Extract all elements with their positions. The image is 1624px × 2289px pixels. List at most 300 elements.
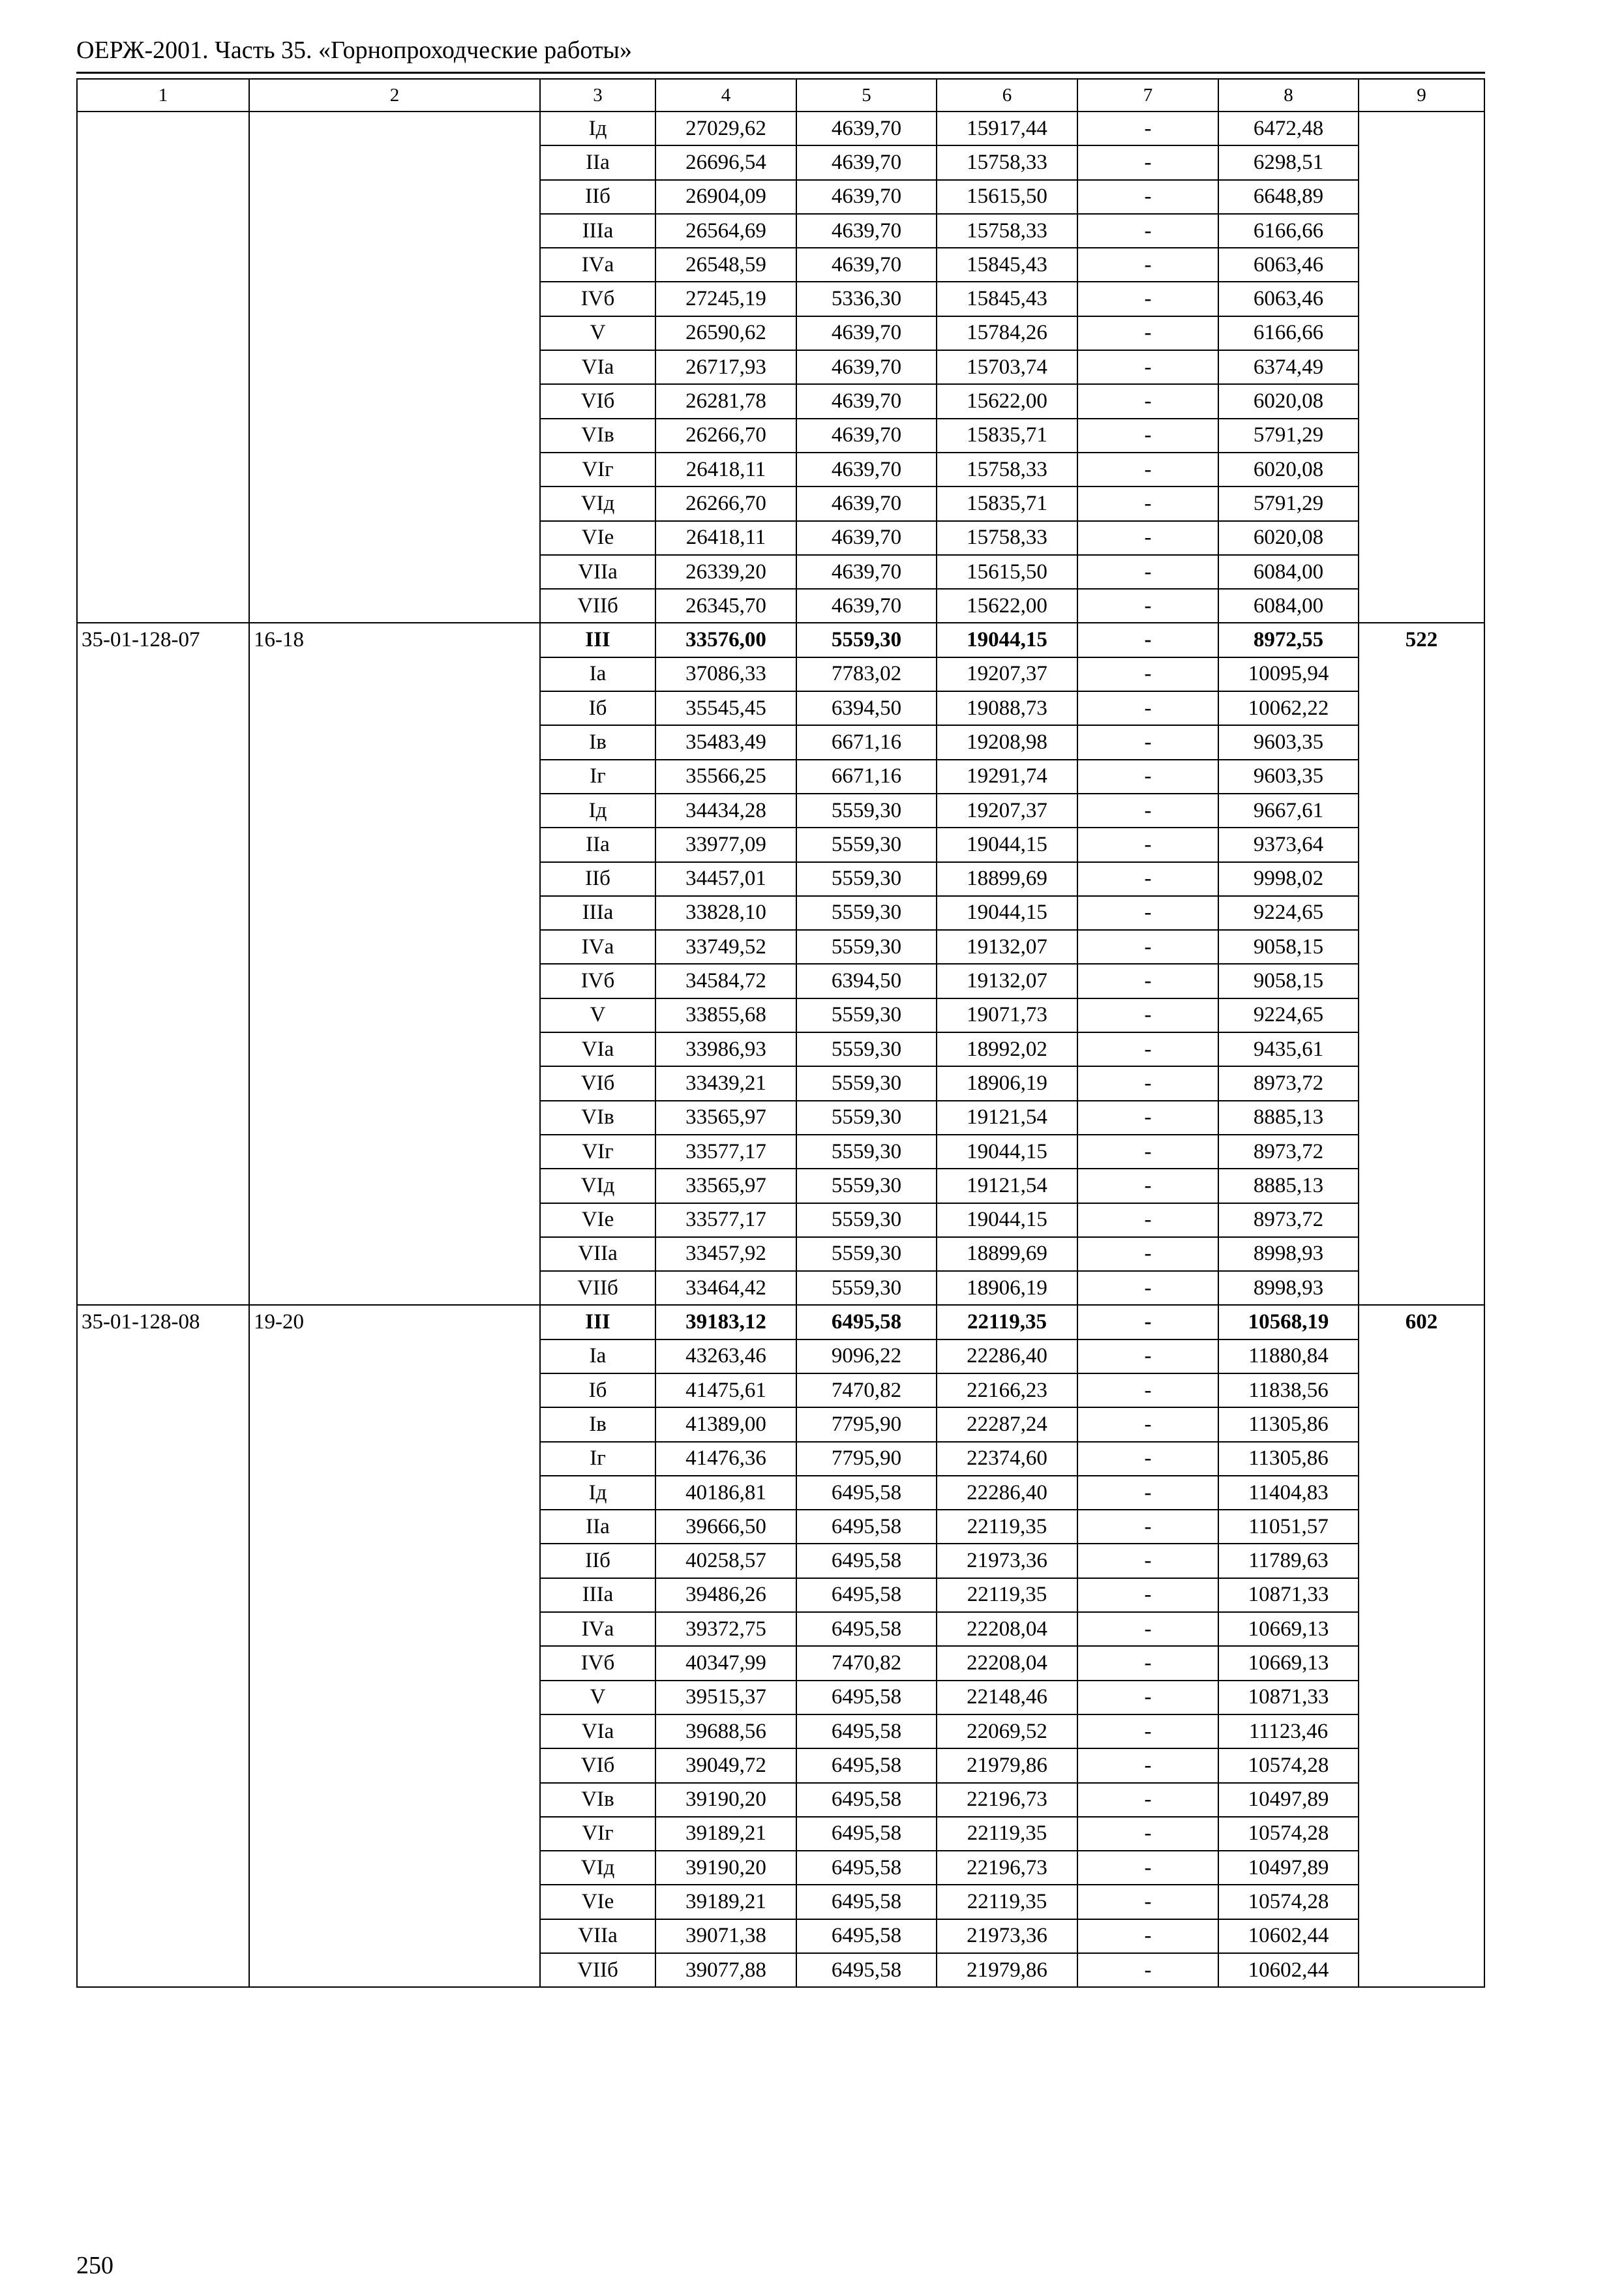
machines-cell: 22119,35 xyxy=(937,1510,1077,1544)
category-cell: VIг xyxy=(540,1817,655,1851)
machines-cell: 22148,46 xyxy=(937,1681,1077,1714)
total-cost-cell: 26418,11 xyxy=(655,521,796,555)
drivers-wages-cell: - xyxy=(1077,794,1218,828)
materials-cell: 6063,46 xyxy=(1218,248,1359,282)
total-cost-cell: 33577,17 xyxy=(655,1203,796,1237)
category-cell: VIIб xyxy=(540,1953,655,1987)
wages-cell: 4639,70 xyxy=(796,486,937,520)
materials-cell: 6084,00 xyxy=(1218,555,1359,589)
machines-cell: 22196,73 xyxy=(937,1783,1077,1817)
wages-cell: 6495,58 xyxy=(796,1305,937,1339)
wages-cell: 6495,58 xyxy=(796,1919,937,1953)
wages-cell: 5559,30 xyxy=(796,998,937,1032)
wages-cell: 5559,30 xyxy=(796,1203,937,1237)
category-cell: VIIа xyxy=(540,555,655,589)
drivers-wages-cell: - xyxy=(1077,1271,1218,1305)
total-cost-cell: 40186,81 xyxy=(655,1476,796,1510)
category-cell: Iд xyxy=(540,794,655,828)
materials-cell: 9058,15 xyxy=(1218,930,1359,964)
materials-cell: 10669,13 xyxy=(1218,1646,1359,1680)
materials-cell: 8998,93 xyxy=(1218,1237,1359,1271)
wages-cell: 4639,70 xyxy=(796,145,937,179)
total-cost-cell: 26590,62 xyxy=(655,316,796,350)
drivers-wages-cell: - xyxy=(1077,1066,1218,1100)
category-cell: IIа xyxy=(540,145,655,179)
rates-table-body xyxy=(77,79,1484,1987)
materials-cell: 8973,72 xyxy=(1218,1066,1359,1100)
column-number-row xyxy=(77,79,1484,112)
wages-cell: 6495,58 xyxy=(796,1953,937,1987)
drivers-wages-cell: - xyxy=(1077,180,1218,214)
wages-cell: 4639,70 xyxy=(796,419,937,453)
machines-cell: 22208,04 xyxy=(937,1612,1077,1646)
drivers-wages-cell: - xyxy=(1077,1237,1218,1271)
total-cost-cell: 27029,62 xyxy=(655,112,796,145)
machines-cell: 19291,74 xyxy=(937,760,1077,794)
category-cell: III xyxy=(540,623,655,657)
materials-cell: 10062,22 xyxy=(1218,691,1359,725)
drivers-wages-cell: - xyxy=(1077,1919,1218,1953)
total-cost-cell: 33565,97 xyxy=(655,1101,796,1135)
category-cell: Iд xyxy=(540,112,655,145)
drivers-wages-cell: - xyxy=(1077,384,1218,418)
machines-cell: 19044,15 xyxy=(937,1135,1077,1169)
category-cell: IVб xyxy=(540,282,655,316)
category-cell: VIIб xyxy=(540,589,655,623)
rate-code-cell: 35-01-128-08 xyxy=(77,1305,249,1987)
drivers-wages-cell: - xyxy=(1077,1578,1218,1612)
machines-cell: 19121,54 xyxy=(937,1101,1077,1135)
machines-cell: 15615,50 xyxy=(937,555,1077,589)
drivers-wages-cell: - xyxy=(1077,828,1218,861)
materials-cell: 10871,33 xyxy=(1218,1681,1359,1714)
machines-cell: 22287,24 xyxy=(937,1407,1077,1441)
total-cost-cell: 26345,70 xyxy=(655,589,796,623)
materials-cell: 6166,66 xyxy=(1218,316,1359,350)
total-cost-cell: 39189,21 xyxy=(655,1817,796,1851)
wages-cell: 7795,90 xyxy=(796,1407,937,1441)
category-cell: VIа xyxy=(540,1714,655,1748)
column-number: 6 xyxy=(937,79,1077,112)
materials-cell: 11051,57 xyxy=(1218,1510,1359,1544)
materials-cell: 9998,02 xyxy=(1218,862,1359,896)
drivers-wages-cell: - xyxy=(1077,555,1218,589)
drivers-wages-cell: - xyxy=(1077,1748,1218,1782)
machines-cell: 15615,50 xyxy=(937,180,1077,214)
wages-cell: 4639,70 xyxy=(796,316,937,350)
total-cost-cell: 33986,93 xyxy=(655,1032,796,1066)
machines-cell: 18906,19 xyxy=(937,1066,1077,1100)
column-number: 2 xyxy=(249,79,540,112)
total-cost-cell: 39077,88 xyxy=(655,1953,796,1987)
materials-cell: 8973,72 xyxy=(1218,1203,1359,1237)
wages-cell: 5559,30 xyxy=(796,1101,937,1135)
total-cost-cell: 26696,54 xyxy=(655,145,796,179)
machines-cell: 19208,98 xyxy=(937,725,1077,759)
drivers-wages-cell: - xyxy=(1077,1305,1218,1339)
materials-cell: 11305,86 xyxy=(1218,1442,1359,1476)
machines-cell: 19132,07 xyxy=(937,964,1077,998)
total-cost-cell: 39515,37 xyxy=(655,1681,796,1714)
page-header-title: ОЕРЖ-2001. Часть 35. «Горнопроходческие работы» xyxy=(76,37,632,64)
total-cost-cell: 26281,78 xyxy=(655,384,796,418)
column-number: 4 xyxy=(655,79,796,112)
materials-cell: 6472,48 xyxy=(1218,112,1359,145)
total-cost-cell: 33577,17 xyxy=(655,1135,796,1169)
machines-cell: 15917,44 xyxy=(937,112,1077,145)
materials-cell: 8885,13 xyxy=(1218,1169,1359,1203)
category-cell: IVб xyxy=(540,1646,655,1680)
total-cost-cell: 33464,42 xyxy=(655,1271,796,1305)
drivers-wages-cell: - xyxy=(1077,1851,1218,1885)
materials-cell: 10497,89 xyxy=(1218,1851,1359,1885)
drivers-wages-cell: - xyxy=(1077,725,1218,759)
category-cell: VIв xyxy=(540,1783,655,1817)
materials-cell: 8973,72 xyxy=(1218,1135,1359,1169)
wages-cell: 4639,70 xyxy=(796,589,937,623)
category-cell: V xyxy=(540,998,655,1032)
range-cell: 19-20 xyxy=(249,1305,540,1987)
category-cell: Iг xyxy=(540,1442,655,1476)
drivers-wages-cell: - xyxy=(1077,112,1218,145)
materials-cell: 9603,35 xyxy=(1218,760,1359,794)
category-cell: Iб xyxy=(540,691,655,725)
category-cell: VIе xyxy=(540,521,655,555)
total-cost-cell: 39372,75 xyxy=(655,1612,796,1646)
machines-cell: 22208,04 xyxy=(937,1646,1077,1680)
category-cell: IIIа xyxy=(540,1578,655,1612)
category-cell: IVа xyxy=(540,1612,655,1646)
machines-cell: 19044,15 xyxy=(937,1203,1077,1237)
drivers-wages-cell: - xyxy=(1077,248,1218,282)
wages-cell: 5559,30 xyxy=(796,1169,937,1203)
category-cell: VIг xyxy=(540,1135,655,1169)
total-cost-cell: 26266,70 xyxy=(655,486,796,520)
machines-cell: 19044,15 xyxy=(937,896,1077,930)
category-cell: IIа xyxy=(540,1510,655,1544)
machines-cell: 22166,23 xyxy=(937,1373,1077,1407)
drivers-wages-cell: - xyxy=(1077,1681,1218,1714)
wages-cell: 6495,58 xyxy=(796,1885,937,1919)
category-cell: VIIб xyxy=(540,1271,655,1305)
machines-cell: 22286,40 xyxy=(937,1339,1077,1373)
drivers-wages-cell: - xyxy=(1077,316,1218,350)
category-cell: VIв xyxy=(540,419,655,453)
materials-cell: 9224,65 xyxy=(1218,998,1359,1032)
wages-cell: 5559,30 xyxy=(796,896,937,930)
total-cost-cell: 39071,38 xyxy=(655,1919,796,1953)
drivers-wages-cell: - xyxy=(1077,589,1218,623)
drivers-wages-cell: - xyxy=(1077,1373,1218,1407)
wages-cell: 4639,70 xyxy=(796,350,937,384)
machines-cell: 21973,36 xyxy=(937,1919,1077,1953)
total-cost-cell: 33855,68 xyxy=(655,998,796,1032)
machines-cell: 15758,33 xyxy=(937,521,1077,555)
machines-cell: 22119,35 xyxy=(937,1578,1077,1612)
labor-cost-cell: 602 xyxy=(1359,1305,1484,1987)
machines-cell: 18992,02 xyxy=(937,1032,1077,1066)
wages-cell: 6495,58 xyxy=(796,1612,937,1646)
machines-cell: 21979,86 xyxy=(937,1953,1077,1987)
total-cost-cell: 39688,56 xyxy=(655,1714,796,1748)
machines-cell: 18899,69 xyxy=(937,1237,1077,1271)
machines-cell: 18899,69 xyxy=(937,862,1077,896)
machines-cell: 15622,00 xyxy=(937,384,1077,418)
materials-cell: 11789,63 xyxy=(1218,1544,1359,1578)
machines-cell: 19088,73 xyxy=(937,691,1077,725)
table-row xyxy=(77,1305,1484,1339)
drivers-wages-cell: - xyxy=(1077,282,1218,316)
drivers-wages-cell: - xyxy=(1077,214,1218,248)
category-cell: VIе xyxy=(540,1203,655,1237)
total-cost-cell: 41389,00 xyxy=(655,1407,796,1441)
wages-cell: 5336,30 xyxy=(796,282,937,316)
category-cell: VIа xyxy=(540,350,655,384)
total-cost-cell: 41476,36 xyxy=(655,1442,796,1476)
category-cell: Iа xyxy=(540,1339,655,1373)
total-cost-cell: 33565,97 xyxy=(655,1169,796,1203)
materials-cell: 9224,65 xyxy=(1218,896,1359,930)
materials-cell: 6648,89 xyxy=(1218,180,1359,214)
category-cell: Iб xyxy=(540,1373,655,1407)
machines-cell: 19044,15 xyxy=(937,828,1077,861)
category-cell: VIг xyxy=(540,453,655,486)
wages-cell: 4639,70 xyxy=(796,384,937,418)
machines-cell: 22119,35 xyxy=(937,1305,1077,1339)
materials-cell: 11305,86 xyxy=(1218,1407,1359,1441)
drivers-wages-cell: - xyxy=(1077,1032,1218,1066)
machines-cell: 22119,35 xyxy=(937,1885,1077,1919)
drivers-wages-cell: - xyxy=(1077,1476,1218,1510)
total-cost-cell: 41475,61 xyxy=(655,1373,796,1407)
drivers-wages-cell: - xyxy=(1077,998,1218,1032)
category-cell: IIб xyxy=(540,180,655,214)
machines-cell: 19207,37 xyxy=(937,657,1077,691)
machines-cell: 22119,35 xyxy=(937,1817,1077,1851)
category-cell: IIб xyxy=(540,1544,655,1578)
materials-cell: 10574,28 xyxy=(1218,1885,1359,1919)
labor-cost-cell: 522 xyxy=(1359,623,1484,1305)
drivers-wages-cell: - xyxy=(1077,1953,1218,1987)
drivers-wages-cell: - xyxy=(1077,1544,1218,1578)
materials-cell: 10669,13 xyxy=(1218,1612,1359,1646)
wages-cell: 7783,02 xyxy=(796,657,937,691)
category-cell: Iа xyxy=(540,657,655,691)
machines-cell: 15835,71 xyxy=(937,419,1077,453)
wages-cell: 4639,70 xyxy=(796,521,937,555)
wages-cell: 5559,30 xyxy=(796,1135,937,1169)
column-number: 3 xyxy=(540,79,655,112)
machines-cell: 21973,36 xyxy=(937,1544,1077,1578)
wages-cell: 6495,58 xyxy=(796,1578,937,1612)
total-cost-cell: 39189,21 xyxy=(655,1885,796,1919)
column-number: 7 xyxy=(1077,79,1218,112)
drivers-wages-cell: - xyxy=(1077,1817,1218,1851)
wages-cell: 7470,82 xyxy=(796,1373,937,1407)
wages-cell: 6495,58 xyxy=(796,1544,937,1578)
machines-cell: 15622,00 xyxy=(937,589,1077,623)
total-cost-cell: 26548,59 xyxy=(655,248,796,282)
total-cost-cell: 40347,99 xyxy=(655,1646,796,1680)
materials-cell: 5791,29 xyxy=(1218,419,1359,453)
category-cell: VIб xyxy=(540,1748,655,1782)
drivers-wages-cell: - xyxy=(1077,1135,1218,1169)
category-cell: VIб xyxy=(540,384,655,418)
drivers-wages-cell: - xyxy=(1077,521,1218,555)
category-cell: IVб xyxy=(540,964,655,998)
category-cell: III xyxy=(540,1305,655,1339)
materials-cell: 6020,08 xyxy=(1218,521,1359,555)
total-cost-cell: 39666,50 xyxy=(655,1510,796,1544)
machines-cell: 15758,33 xyxy=(937,453,1077,486)
total-cost-cell: 27245,19 xyxy=(655,282,796,316)
materials-cell: 10602,44 xyxy=(1218,1919,1359,1953)
drivers-wages-cell: - xyxy=(1077,1442,1218,1476)
drivers-wages-cell: - xyxy=(1077,145,1218,179)
category-cell: IIIа xyxy=(540,214,655,248)
category-cell: IIа xyxy=(540,828,655,861)
materials-cell: 6020,08 xyxy=(1218,453,1359,486)
drivers-wages-cell: - xyxy=(1077,1101,1218,1135)
materials-cell: 9058,15 xyxy=(1218,964,1359,998)
wages-cell: 4639,70 xyxy=(796,214,937,248)
machines-cell: 15758,33 xyxy=(937,214,1077,248)
total-cost-cell: 39190,20 xyxy=(655,1851,796,1885)
category-cell: IIб xyxy=(540,862,655,896)
rate-code-cell xyxy=(77,112,249,623)
rates-table xyxy=(76,78,1485,1988)
drivers-wages-cell: - xyxy=(1077,896,1218,930)
materials-cell: 6020,08 xyxy=(1218,384,1359,418)
wages-cell: 7470,82 xyxy=(796,1646,937,1680)
drivers-wages-cell: - xyxy=(1077,657,1218,691)
column-number: 5 xyxy=(796,79,937,112)
rate-code-cell: 35-01-128-07 xyxy=(77,623,249,1305)
machines-cell: 19132,07 xyxy=(937,930,1077,964)
wages-cell: 6495,58 xyxy=(796,1681,937,1714)
category-cell: VIд xyxy=(540,486,655,520)
wages-cell: 5559,30 xyxy=(796,862,937,896)
drivers-wages-cell: - xyxy=(1077,453,1218,486)
total-cost-cell: 33828,10 xyxy=(655,896,796,930)
materials-cell: 9603,35 xyxy=(1218,725,1359,759)
machines-cell: 19044,15 xyxy=(937,623,1077,657)
wages-cell: 5559,30 xyxy=(796,1066,937,1100)
category-cell: VIб xyxy=(540,1066,655,1100)
wages-cell: 4639,70 xyxy=(796,555,937,589)
total-cost-cell: 34584,72 xyxy=(655,964,796,998)
category-cell: Iв xyxy=(540,1407,655,1441)
materials-cell: 6298,51 xyxy=(1218,145,1359,179)
materials-cell: 10574,28 xyxy=(1218,1817,1359,1851)
machines-cell: 15758,33 xyxy=(937,145,1077,179)
category-cell: IVа xyxy=(540,930,655,964)
total-cost-cell: 33457,92 xyxy=(655,1237,796,1271)
total-cost-cell: 33749,52 xyxy=(655,930,796,964)
machines-cell: 19071,73 xyxy=(937,998,1077,1032)
wages-cell: 5559,30 xyxy=(796,1032,937,1066)
materials-cell: 11123,46 xyxy=(1218,1714,1359,1748)
drivers-wages-cell: - xyxy=(1077,964,1218,998)
machines-cell: 15703,74 xyxy=(937,350,1077,384)
column-number: 1 xyxy=(77,79,249,112)
total-cost-cell: 40258,57 xyxy=(655,1544,796,1578)
drivers-wages-cell: - xyxy=(1077,1203,1218,1237)
drivers-wages-cell: - xyxy=(1077,691,1218,725)
category-cell: IIIа xyxy=(540,896,655,930)
wages-cell: 9096,22 xyxy=(796,1339,937,1373)
total-cost-cell: 43263,46 xyxy=(655,1339,796,1373)
materials-cell: 8972,55 xyxy=(1218,623,1359,657)
total-cost-cell: 26904,09 xyxy=(655,180,796,214)
wages-cell: 6495,58 xyxy=(796,1510,937,1544)
drivers-wages-cell: - xyxy=(1077,350,1218,384)
materials-cell: 11838,56 xyxy=(1218,1373,1359,1407)
wages-cell: 6671,16 xyxy=(796,760,937,794)
machines-cell: 15845,43 xyxy=(937,282,1077,316)
total-cost-cell: 26418,11 xyxy=(655,453,796,486)
wages-cell: 5559,30 xyxy=(796,930,937,964)
wages-cell: 5559,30 xyxy=(796,623,937,657)
total-cost-cell: 35545,45 xyxy=(655,691,796,725)
materials-cell: 6063,46 xyxy=(1218,282,1359,316)
total-cost-cell: 34457,01 xyxy=(655,862,796,896)
materials-cell: 10871,33 xyxy=(1218,1578,1359,1612)
category-cell: Iг xyxy=(540,760,655,794)
range-cell: 16-18 xyxy=(249,623,540,1305)
materials-cell: 8998,93 xyxy=(1218,1271,1359,1305)
category-cell: VIа xyxy=(540,1032,655,1066)
total-cost-cell: 35483,49 xyxy=(655,725,796,759)
materials-cell: 10497,89 xyxy=(1218,1783,1359,1817)
category-cell: Iв xyxy=(540,725,655,759)
wages-cell: 6495,58 xyxy=(796,1851,937,1885)
materials-cell: 9373,64 xyxy=(1218,828,1359,861)
total-cost-cell: 26717,93 xyxy=(655,350,796,384)
materials-cell: 6166,66 xyxy=(1218,214,1359,248)
machines-cell: 15845,43 xyxy=(937,248,1077,282)
drivers-wages-cell: - xyxy=(1077,486,1218,520)
materials-cell: 5791,29 xyxy=(1218,486,1359,520)
wages-cell: 6495,58 xyxy=(796,1817,937,1851)
wages-cell: 5559,30 xyxy=(796,1271,937,1305)
total-cost-cell: 39486,26 xyxy=(655,1578,796,1612)
drivers-wages-cell: - xyxy=(1077,862,1218,896)
machines-cell: 15784,26 xyxy=(937,316,1077,350)
wages-cell: 6495,58 xyxy=(796,1714,937,1748)
wages-cell: 4639,70 xyxy=(796,180,937,214)
column-number: 9 xyxy=(1359,79,1484,112)
machines-cell: 19121,54 xyxy=(937,1169,1077,1203)
materials-cell: 10095,94 xyxy=(1218,657,1359,691)
machines-cell: 15835,71 xyxy=(937,486,1077,520)
total-cost-cell: 33439,21 xyxy=(655,1066,796,1100)
machines-cell: 21979,86 xyxy=(937,1748,1077,1782)
drivers-wages-cell: - xyxy=(1077,1510,1218,1544)
total-cost-cell: 39049,72 xyxy=(655,1748,796,1782)
total-cost-cell: 26339,20 xyxy=(655,555,796,589)
materials-cell: 10602,44 xyxy=(1218,1953,1359,1987)
machines-cell: 22374,60 xyxy=(937,1442,1077,1476)
drivers-wages-cell: - xyxy=(1077,1885,1218,1919)
drivers-wages-cell: - xyxy=(1077,1169,1218,1203)
materials-cell: 6084,00 xyxy=(1218,589,1359,623)
labor-cost-cell xyxy=(1359,112,1484,623)
category-cell: VIд xyxy=(540,1851,655,1885)
materials-cell: 11880,84 xyxy=(1218,1339,1359,1373)
drivers-wages-cell: - xyxy=(1077,1783,1218,1817)
machines-cell: 22069,52 xyxy=(937,1714,1077,1748)
